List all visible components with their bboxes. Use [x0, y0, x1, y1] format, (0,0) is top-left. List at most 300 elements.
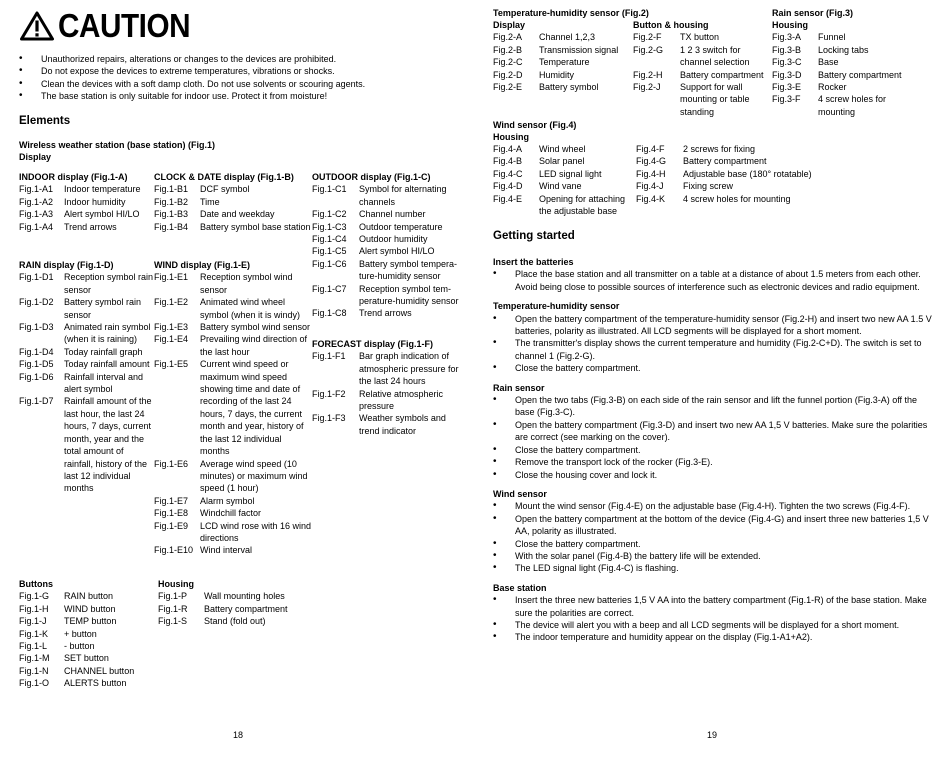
legend-code: Fig.2-F [633, 32, 662, 43]
legend-row [158, 603, 318, 615]
legend-code: Fig.2-J [633, 82, 661, 93]
forecast-list [312, 350, 462, 437]
legend-text: Battery compartment [204, 603, 288, 614]
instruction-item: • The indoor temperature and humidity appear on the display (Fig.1-A1+A2). [493, 631, 939, 643]
legend-row [493, 69, 633, 81]
clock-list [154, 183, 312, 233]
instruction-list [493, 268, 939, 293]
legend-text: Fixing screw [683, 181, 734, 192]
legend-text: Rainfall amount of the last hour, the last 24 hours, 7 days, current month, year and the total amount of rainfall, history of the last 12 individual months [64, 396, 152, 494]
getting-started-subtitle: Base station [493, 582, 547, 593]
legend-code: Fig.1-A4 [19, 221, 54, 232]
th-button-housing-list [633, 31, 771, 118]
legend-row [19, 603, 157, 615]
legend-row [19, 358, 154, 370]
legend-text: Relative atmospheric pressure [359, 388, 444, 412]
display-label: Display [19, 152, 52, 162]
legend-text: RAIN button [64, 591, 114, 602]
legend-row [636, 168, 836, 180]
legend-row [154, 495, 312, 507]
legend-row [19, 677, 157, 689]
legend-row [772, 81, 912, 93]
legend-text: Trend arrows [359, 308, 412, 319]
indoor-list [19, 183, 154, 233]
getting-started-sections [493, 256, 939, 644]
legend-row [633, 69, 771, 81]
legend-row [19, 221, 154, 233]
legend-text: Battery symbol wind sensor [200, 322, 311, 333]
legend-text: WIND button [64, 603, 116, 614]
legend-text: Indoor temperature [64, 184, 141, 195]
instruction-list [493, 394, 939, 481]
legend-row [636, 143, 836, 155]
legend-text: Animated wind wheel symbol (when it is windy) [200, 297, 301, 320]
legend-text: Current wind speed or maximum wind speed showing time and date of recording of the last 24 hours, 7 days, the current month and year, history of the last 12 individual months [200, 359, 304, 457]
legend-code: Fig.1-E10 [154, 545, 194, 556]
th-button-housing-block [633, 19, 771, 118]
clock-block [154, 171, 312, 233]
legend-text: Humidity [539, 69, 575, 80]
legend-code: Fig.1-B3 [154, 209, 189, 220]
wind-list [154, 271, 312, 556]
legend-row [772, 69, 912, 81]
legend-code: Fig.1-D7 [19, 396, 54, 407]
legend-code: Fig.1-M [19, 653, 50, 664]
legend-code: Fig.1-C7 [312, 283, 347, 294]
caution-header [20, 8, 205, 44]
legend-row [493, 56, 633, 68]
legend-code: Fig.3-C [772, 57, 802, 68]
legend-code: Fig.1-D5 [19, 359, 54, 370]
caution-item: • Do not expose the devices to extreme temperatures, vibrations or shocks. [19, 65, 459, 77]
instruction-list [493, 594, 939, 644]
legend-text: Funnel [818, 32, 846, 43]
legend-text: Adjustable base (180° rotatable) [683, 168, 812, 179]
indoor-title: INDOOR display (Fig.1-A) [19, 172, 128, 182]
th-button-housing-title: Button & housing [633, 20, 709, 30]
legend-text: Time [200, 196, 220, 207]
legend-text: Bar graph indication of atmospheric pressure for the last 24 hours [359, 351, 459, 387]
legend-code: Fig.1-B4 [154, 221, 189, 232]
legend-code: Fig.4-F [636, 144, 665, 154]
legend-row [312, 233, 462, 245]
legend-code: Fig.1-H [19, 603, 49, 614]
legend-text: Battery symbol [539, 82, 599, 93]
legend-code: Fig.2-G [633, 44, 664, 55]
legend-row [312, 307, 462, 319]
elements-title: Elements [19, 115, 71, 127]
base-station-title: Wireless weather station (base station) (Fig.1) [19, 140, 215, 150]
legend-row [19, 628, 157, 640]
legend-code: Fig.1-P [158, 591, 188, 602]
legend-text: Weather symbols and trend indicator [359, 413, 446, 436]
housing-title: Housing [158, 579, 194, 589]
legend-text: Rainfall interval and alert symbol [64, 371, 144, 395]
legend-text: 2 screws for fixing [683, 144, 756, 154]
legend-row [19, 196, 154, 208]
legend-text: 4 screw holes for mounting [818, 94, 887, 117]
wind-sensor-housing-title: Housing [493, 132, 529, 142]
instruction-list [493, 313, 939, 375]
legend-code: Fig.1-B2 [154, 196, 189, 207]
legend-code: Fig.1-A2 [19, 196, 54, 207]
legend-row [772, 93, 912, 118]
legend-row [154, 358, 312, 457]
legend-code: Fig.1-E1 [154, 272, 189, 283]
instruction-item: • Open the battery compartment of the temperature-humidity sensor (Fig.2-H) and insert two new AA 1.5 V batteries, polarity as illustrated. All LCD segments will be displayed for a short moment. [493, 313, 939, 338]
legend-text: 1 2 3 switch for channel selection [680, 44, 750, 68]
clock-title: CLOCK & DATE display (Fig.1-B) [154, 172, 294, 182]
legend-row [493, 155, 633, 167]
legend-text: Alarm symbol [200, 495, 255, 506]
legend-code: Fig.1-S [158, 616, 188, 627]
legend-code: Fig.1-E3 [154, 322, 189, 333]
legend-code: Fig.4-D [493, 181, 523, 192]
legend-text: Transmission signal [539, 44, 619, 55]
legend-text: Channel 1,2,3 [539, 32, 596, 43]
getting-started-subtitle: Wind sensor [493, 488, 547, 499]
legend-text: ALERTS button [64, 678, 127, 689]
legend-code: Fig.1-C3 [312, 221, 347, 232]
rain-sensor-housing-title: Housing [772, 20, 808, 30]
legend-code: Fig.1-F3 [312, 413, 346, 424]
legend-code: Fig.1-A3 [19, 209, 54, 220]
legend-code: Fig.1-D3 [19, 322, 54, 333]
caution-item: • Clean the devices with a soft damp cloth. Do not use solvents or scouring agents. [19, 78, 459, 90]
instruction-item: • Remove the transport lock of the rocker (Fig.3-E). [493, 456, 939, 468]
legend-row [312, 183, 462, 208]
legend-row [493, 31, 633, 43]
indoor-block [19, 171, 154, 233]
outdoor-block [312, 171, 462, 320]
legend-text: Battery compartment [680, 69, 764, 80]
caution-list [19, 53, 459, 103]
legend-text: Opening for attaching the adjustable base [539, 193, 626, 217]
legend-text: Solar panel [539, 156, 585, 167]
legend-code: Fig.2-E [493, 82, 523, 93]
legend-code: Fig.1-C8 [312, 308, 347, 319]
rain-sensor-housing-block [772, 19, 912, 118]
legend-row [154, 458, 312, 495]
legend-text: DCF symbol [200, 184, 250, 195]
legend-row [19, 590, 157, 602]
legend-text: Base [818, 57, 839, 68]
legend-code: Fig.4-C [493, 168, 523, 179]
legend-code: Fig.1-C1 [312, 184, 347, 195]
getting-started-title: Getting started [493, 230, 575, 242]
forecast-block [312, 338, 462, 437]
instruction-item: • Close the battery compartment. [493, 362, 939, 374]
legend-code: Fig.1-C4 [312, 234, 347, 245]
legend-text: Alert symbol HI/LO [64, 209, 140, 220]
legend-row [493, 180, 633, 192]
legend-row [636, 193, 836, 205]
legend-row [154, 221, 312, 233]
legend-text: Stand (fold out) [204, 616, 266, 627]
legend-row [633, 81, 771, 118]
instruction-item: • Close the battery compartment. [493, 538, 939, 550]
th-display-title: Display [493, 20, 526, 30]
legend-text: Symbol for alternating channels [359, 184, 447, 207]
legend-row [312, 208, 462, 220]
legend-text: Average wind speed (10 minutes) or maximum wind speed (1 hour) [200, 458, 308, 494]
legend-row [493, 168, 633, 180]
legend-text: + button [64, 628, 97, 639]
legend-row [154, 520, 312, 545]
legend-text: Battery symbol tempera-ture-humidity sensor [359, 258, 458, 282]
legend-code: Fig.3-A [772, 32, 802, 43]
rain-sensor-housing-list [772, 31, 912, 118]
rain-title: RAIN display (Fig.1-D) [19, 260, 114, 270]
instruction-item: • The LED signal light (Fig.4-C) is flashing. [493, 562, 939, 574]
forecast-title: FORECAST display (Fig.1-F) [312, 339, 434, 349]
legend-row [636, 155, 836, 167]
legend-text: Alert symbol HI/LO [359, 246, 435, 257]
legend-row [493, 44, 633, 56]
legend-row [312, 258, 462, 283]
legend-text: Reception symbol tem-perature-humidity sensor [359, 283, 459, 307]
legend-code: Fig.1-E9 [154, 520, 189, 531]
legend-row [312, 350, 462, 387]
legend-code: Fig.2-A [493, 32, 523, 43]
legend-row [19, 271, 154, 296]
legend-code: Fig.1-D1 [19, 272, 54, 283]
legend-row [772, 44, 912, 56]
instruction-item: • Insert the three new batteries 1,5 V AA into the battery compartment (Fig.1-R) of the base station. Make sure the polarities are correct. [493, 594, 939, 619]
legend-code: Fig.1-C2 [312, 209, 347, 220]
caution-item: • The base station is only suitable for indoor use. Protect it from moisture! [19, 90, 459, 102]
legend-row [154, 333, 312, 358]
legend-row [19, 346, 154, 358]
legend-text: Channel number [359, 209, 426, 220]
legend-code: Fig.1-D4 [19, 346, 54, 357]
legend-code: Fig.1-B1 [154, 184, 189, 195]
legend-code: Fig.1-R [158, 603, 188, 614]
legend-text: Animated rain symbol (when it is raining) [64, 322, 151, 345]
wind-sensor-left-block [493, 143, 633, 217]
legend-code: Fig.1-E6 [154, 458, 189, 469]
legend-row [158, 615, 318, 627]
legend-code: Fig.1-E7 [154, 495, 189, 506]
legend-text: Today rainfall graph [64, 346, 143, 357]
buttons-list [19, 590, 157, 689]
legend-row [312, 245, 462, 257]
legend-code: Fig.4-G [636, 156, 667, 167]
legend-text: SET button [64, 653, 109, 664]
legend-text: Reception symbol rain sensor [64, 272, 154, 295]
legend-code: Fig.1-N [19, 665, 49, 676]
legend-code: Fig.1-J [19, 616, 47, 627]
legend-text: Windchill factor [200, 508, 262, 519]
legend-code: Fig.1-F2 [312, 388, 346, 399]
legend-code: Fig.1-D2 [19, 297, 54, 308]
legend-text: Date and weekday [200, 209, 275, 220]
legend-row [19, 183, 154, 195]
rain-sensor-title: Rain sensor (Fig.3) [772, 8, 854, 18]
housing-block [158, 578, 318, 628]
legend-row [493, 81, 633, 93]
wind-sensor-left-list [493, 143, 633, 217]
legend-row [493, 193, 633, 218]
instruction-item: • Close the battery compartment. [493, 444, 939, 456]
legend-text: Trend arrows [64, 221, 117, 232]
legend-row [19, 615, 157, 627]
legend-code: Fig.1-G [19, 591, 50, 602]
warning-triangle-icon [20, 11, 54, 41]
legend-text: Battery compartment [683, 156, 767, 167]
legend-row [19, 371, 154, 396]
th-display-list [493, 31, 633, 93]
legend-row [154, 507, 312, 519]
instruction-item: • Open the two tabs (Fig.3-B) on each side of the rain sensor and lift the funnel portion (Fig.3-A) off the base (Fig.3-C). [493, 394, 939, 419]
legend-text: Wall mounting holes [204, 591, 285, 602]
rain-list [19, 271, 154, 494]
legend-code: Fig.3-E [772, 82, 802, 93]
legend-text: Today rainfall amount [64, 359, 150, 370]
legend-row [154, 183, 312, 195]
legend-row [154, 196, 312, 208]
legend-row [772, 56, 912, 68]
legend-code: Fig.1-E8 [154, 508, 189, 519]
legend-text: 4 screw holes for mounting [683, 193, 791, 204]
legend-row [158, 590, 318, 602]
legend-row [312, 283, 462, 308]
housing-list [158, 590, 318, 627]
legend-row [154, 208, 312, 220]
legend-code: Fig.1-C6 [312, 258, 347, 269]
instruction-list [493, 500, 939, 574]
legend-code: Fig.1-D6 [19, 371, 54, 382]
legend-row [19, 296, 154, 321]
legend-text: LED signal light [539, 168, 602, 179]
legend-text: Wind interval [200, 545, 253, 556]
rain-block [19, 259, 154, 495]
legend-code: Fig.1-E5 [154, 359, 189, 370]
legend-row [154, 271, 312, 296]
getting-started-subtitle: Rain sensor [493, 382, 545, 393]
legend-row [19, 652, 157, 664]
page-number-left: 18 [233, 730, 244, 740]
legend-row [312, 412, 462, 437]
legend-code: Fig.1-F1 [312, 351, 346, 362]
th-display-block [493, 19, 633, 93]
wind-sensor-title: Wind sensor (Fig.4) [493, 120, 577, 130]
instruction-item: • Open the battery compartment at the bottom of the device (Fig.4-G) and insert three new batteries 1,5 V AA, polarity as illustrated. [493, 513, 939, 538]
legend-text: Support for wall mounting or table standing [680, 82, 750, 117]
legend-text: Temperature [539, 57, 590, 68]
legend-code: Fig.2-B [493, 44, 523, 55]
legend-code: Fig.4-A [493, 144, 523, 154]
legend-text: Wind vane [539, 181, 582, 192]
instruction-item: • The device will alert you with a beep and all LCD segments will be displayed for a short moment. [493, 619, 939, 631]
legend-code: Fig.4-E [493, 193, 523, 204]
page-number-right: 19 [707, 730, 718, 740]
legend-code: Fig.4-B [493, 156, 523, 167]
right-page [475, 0, 950, 759]
legend-code: Fig.3-B [772, 44, 802, 55]
legend-code: Fig.3-D [772, 69, 802, 80]
legend-text: Outdoor humidity [359, 234, 428, 245]
legend-text: Rocker [818, 82, 847, 93]
legend-row [493, 143, 633, 155]
legend-code: Fig.1-L [19, 641, 48, 652]
legend-row [154, 321, 312, 333]
legend-text: Prevailing wind direction of the last hour [200, 334, 308, 357]
legend-text: Reception symbol wind sensor [200, 272, 293, 295]
legend-row [19, 395, 154, 494]
legend-text: - button [64, 641, 95, 652]
legend-row [154, 544, 312, 556]
legend-text: Battery compartment [818, 69, 902, 80]
wind-sensor-right-list [636, 143, 836, 205]
legend-row [19, 208, 154, 220]
instruction-item: • Open the battery compartment (Fig.3-D) and insert two new AA 1,5 V batteries. Make sure the polarities are correct (see marking on the cover). [493, 419, 939, 444]
legend-text: LCD wind rose with 16 wind directions [200, 520, 312, 543]
legend-text: Battery symbol rain sensor [64, 297, 142, 320]
legend-row [633, 44, 771, 69]
getting-started-subtitle: Temperature-humidity sensor [493, 301, 620, 312]
legend-text: Wind wheel [539, 144, 586, 154]
legend-code: Fig.1-C5 [312, 246, 347, 257]
legend-text: CHANNEL button [64, 665, 135, 676]
wind-sensor-right-block [636, 143, 836, 205]
outdoor-title: OUTDOOR display (Fig.1-C) [312, 172, 431, 182]
legend-code: Fig.4-J [636, 181, 664, 192]
legend-row [19, 665, 157, 677]
legend-row [636, 180, 836, 192]
legend-text: TX button [680, 32, 720, 43]
legend-code: Fig.2-H [633, 69, 663, 80]
caution-title: CAUTION [58, 7, 191, 44]
getting-started-subtitle: Insert the batteries [493, 257, 574, 267]
legend-code: Fig.4-H [636, 168, 666, 179]
legend-text: Locking tabs [818, 44, 869, 55]
instruction-item: • The transmitter's display shows the current temperature and humidity (Fig.2-C+D). The switch is set to channel 1 (Fig.2-G). [493, 337, 939, 362]
legend-row [154, 296, 312, 321]
legend-code: Fig.1-K [19, 628, 49, 639]
legend-row [633, 31, 771, 43]
instruction-item: • Mount the wind sensor (Fig.4-E) on the adjustable base (Fig.4-H). Tighten the two screws (Fig.4-F). [493, 500, 939, 512]
outdoor-list [312, 183, 462, 319]
legend-row [19, 321, 154, 346]
legend-code: Fig.1-E2 [154, 297, 189, 308]
buttons-block [19, 578, 157, 690]
legend-text: Outdoor temperature [359, 221, 443, 232]
legend-code: Fig.2-D [493, 69, 523, 80]
legend-row [19, 640, 157, 652]
wind-title: WIND display (Fig.1-E) [154, 260, 251, 270]
legend-code: Fig.1-O [19, 678, 50, 689]
th-sensor-title: Temperature-humidity sensor (Fig.2) [493, 8, 649, 18]
legend-text: TEMP button [64, 616, 117, 627]
instruction-item: • Close the housing cover and lock it. [493, 469, 939, 481]
wind-block [154, 259, 312, 557]
legend-code: Fig.2-C [493, 57, 523, 68]
legend-row [312, 221, 462, 233]
legend-code: Fig.1-E4 [154, 334, 189, 345]
instruction-item: • With the solar panel (Fig.4-B) the battery life will be extended. [493, 550, 939, 562]
legend-code: Fig.1-A1 [19, 184, 54, 195]
legend-code: Fig.3-F [772, 94, 801, 105]
instruction-item: • Place the base station and all transmitter on a table at a distance of about 1.5 meters from each other. Avoid being close to possible sources of interference such as electronic devices and radio equipment. [493, 268, 939, 293]
caution-item: • Unauthorized repairs, alterations or changes to the devices are prohibited. [19, 53, 459, 65]
legend-text: Battery symbol base station [200, 221, 311, 232]
legend-row [772, 31, 912, 43]
legend-text: Indoor humidity [64, 196, 126, 207]
buttons-title: Buttons [19, 579, 53, 589]
legend-row [312, 388, 462, 413]
legend-code: Fig.4-K [636, 193, 666, 204]
